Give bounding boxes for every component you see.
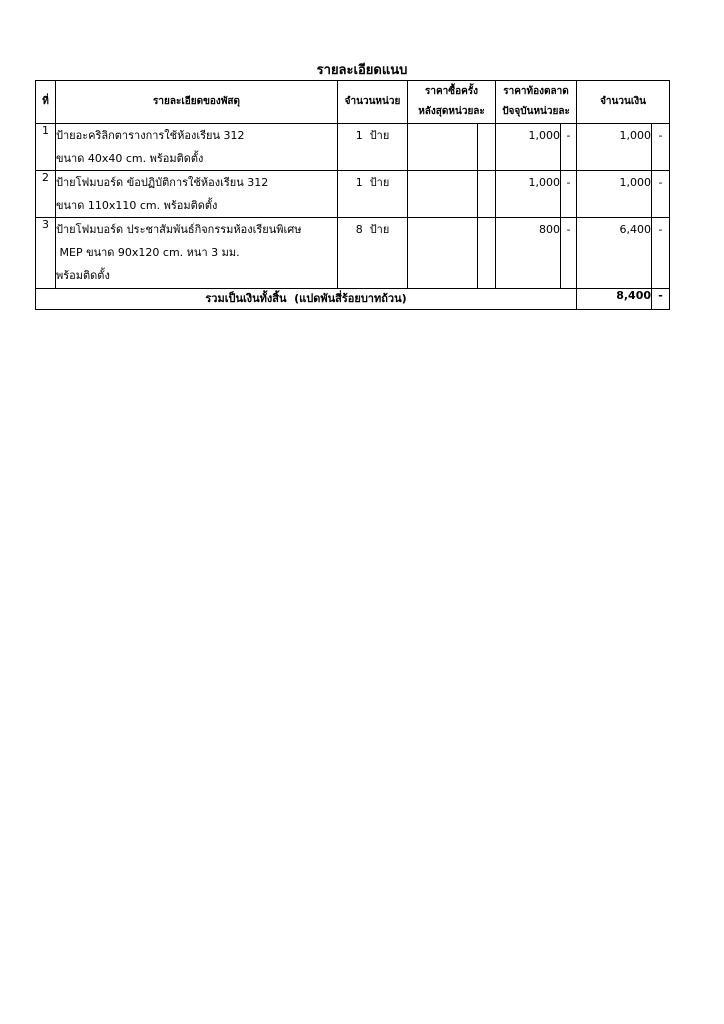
header-row [36,81,670,124]
table-row [36,218,670,289]
row-amount-satang: - [652,171,670,218]
row-market-price: 800 [496,218,561,289]
table-row [36,171,670,218]
page-title: รายละเอียดแนบ [316,63,408,78]
row-amount-satang: - [652,124,670,171]
row-quantity [338,171,408,218]
row-description-line: ป้ายโฟมบอร์ด ข้อปฏิบัติการใช้ห้องเรียน 312 [56,176,269,189]
row-no: 3 [36,218,56,289]
row-last-price [408,218,478,289]
row-unit: ป้าย [369,129,390,142]
row-last-price [408,124,478,171]
row-last-price-satang [478,124,496,171]
row-description-line: MEP ขนาด 90x120 cm. หนา 3 มม. [56,246,240,259]
row-market-price-satang: - [561,124,577,171]
row-last-price-satang [478,171,496,218]
row-unit: ป้าย [369,176,390,189]
row-amount: 1,000 [577,171,652,218]
row-qty-value: 1 [355,176,363,189]
header-market-price-line2: ปัจจุบันหน่วยละ [502,106,570,117]
row-amount: 1,000 [577,124,652,171]
table-row [36,124,670,171]
row-market-price: 1,000 [496,124,561,171]
row-no: 2 [36,171,56,218]
header-quantity-unit: จำนวนหน่วย [338,81,408,124]
row-no: 1 [36,124,56,171]
row-description-line: ป้ายอะคริลิกตารางการใช้ห้องเรียน 312 [56,129,245,142]
row-description [56,124,338,171]
row-unit: ป้าย [369,223,390,236]
header-description: รายละเอียดของพัสดุ [56,81,338,124]
row-market-price: 1,000 [496,171,561,218]
total-row [36,289,670,310]
row-amount-satang: - [652,218,670,289]
header-last-price-line1: ราคาซื้อครั้ง [424,86,479,97]
header-market-price [496,81,577,124]
row-market-price-satang: - [561,218,577,289]
row-description-line: พร้อมติดตั้ง [56,269,110,282]
header-amount: จำนวนเงิน [577,81,670,124]
row-description [56,171,338,218]
header-no: ที่ [36,81,56,124]
total-label: รวมเป็นเงินทั้งสิ้น (แปดพันสี่ร้อยบาทถ้วน) [36,289,577,310]
row-description-line: ขนาด 40x40 cm. พร้อมติดตั้ง [56,152,204,165]
header-last-price [408,81,496,124]
total-amount: 8,400 [577,289,652,310]
attachment-table [35,80,670,310]
row-last-price [408,171,478,218]
row-amount: 6,400 [577,218,652,289]
row-quantity [338,218,408,289]
row-quantity [338,124,408,171]
row-qty-value: 8 [355,223,363,236]
row-description-line: ป้ายโฟมบอร์ด ประชาสัมพันธ์กิจกรรมห้องเรียนพิเศษ [56,223,302,236]
row-description [56,218,338,289]
total-amount-satang: - [652,289,670,310]
row-last-price-satang [478,218,496,289]
row-description-line: ขนาด 110x110 cm. พร้อมติดตั้ง [56,199,218,212]
row-qty-value: 1 [355,129,363,142]
header-last-price-line2: หลังสุดหน่วยละ [418,106,485,117]
row-market-price-satang: - [561,171,577,218]
header-market-price-line1: ราคาท้องตลาด [503,86,569,97]
